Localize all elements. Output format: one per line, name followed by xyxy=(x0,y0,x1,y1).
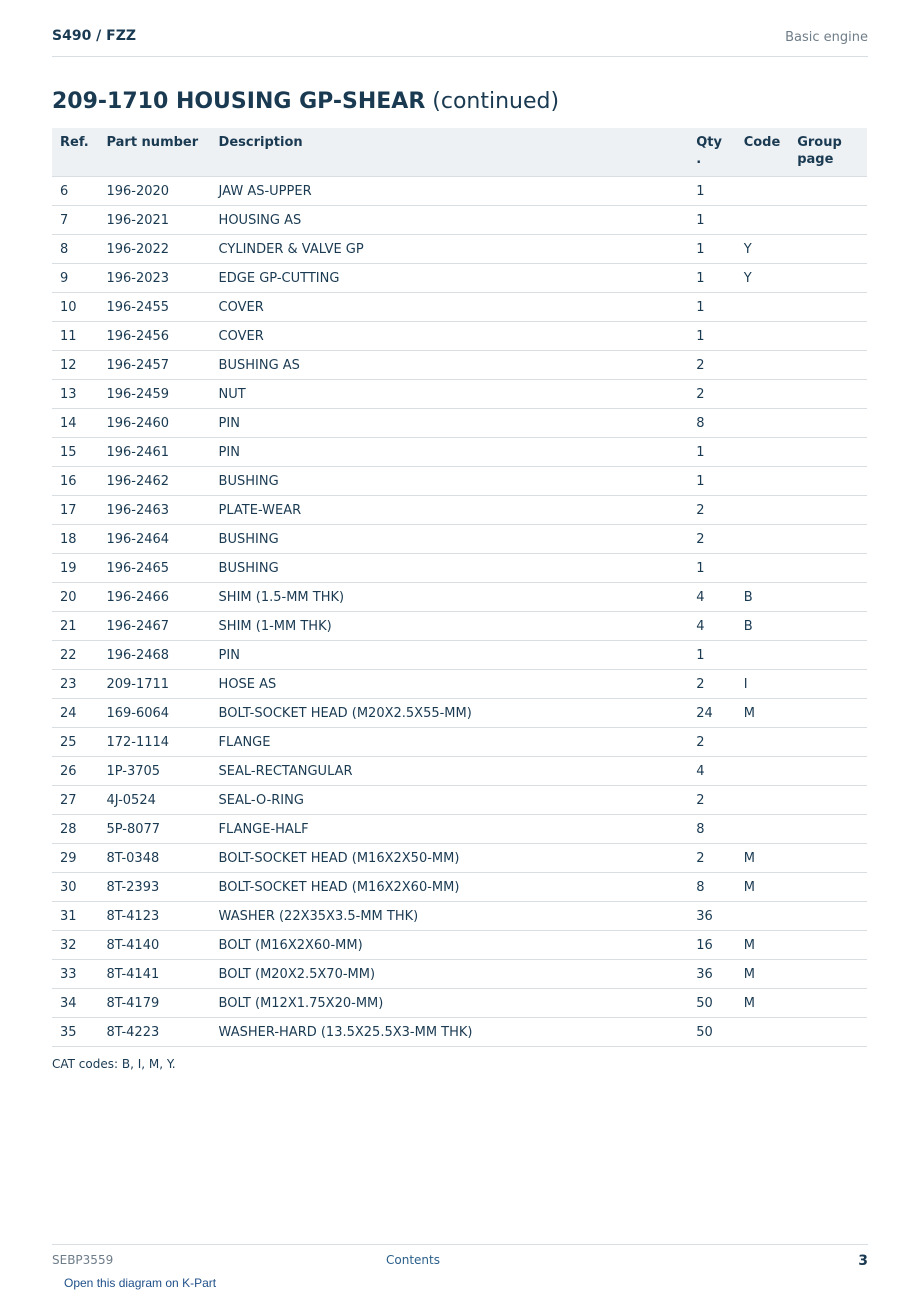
ref-cell: 19 xyxy=(52,554,98,583)
table-row xyxy=(52,728,867,757)
code-cell xyxy=(736,438,790,467)
table-row xyxy=(52,467,867,496)
code-cell: M xyxy=(736,960,790,989)
group-page-cell xyxy=(789,235,867,264)
group-page-cell xyxy=(789,902,867,931)
part-number-cell: 5P-8077 xyxy=(98,815,210,844)
description-cell: BOLT (M12X1.75X20-MM) xyxy=(211,989,689,1018)
code-cell xyxy=(736,206,790,235)
part-number-cell: 196-2464 xyxy=(98,525,210,554)
ref-cell: 16 xyxy=(52,467,98,496)
description-cell: COVER xyxy=(211,293,689,322)
table-row xyxy=(52,380,867,409)
description-cell: WASHER (22X35X3.5-MM THK) xyxy=(211,902,689,931)
qty-cell: 8 xyxy=(688,815,735,844)
table-row xyxy=(52,264,867,293)
code-cell xyxy=(736,525,790,554)
part-number-cell: 8T-4123 xyxy=(98,902,210,931)
description-cell: PIN xyxy=(211,641,689,670)
code-cell xyxy=(736,786,790,815)
code-cell xyxy=(736,177,790,206)
qty-cell: 1 xyxy=(688,293,735,322)
table-row xyxy=(52,786,867,815)
qty-cell: 4 xyxy=(688,612,735,641)
group-page-cell xyxy=(789,931,867,960)
description-cell: BUSHING xyxy=(211,554,689,583)
table-row xyxy=(52,322,867,351)
part-number-cell: 196-2463 xyxy=(98,496,210,525)
part-number-cell: 8T-4141 xyxy=(98,960,210,989)
code-cell: M xyxy=(736,844,790,873)
col-header-description: Description xyxy=(211,128,689,177)
part-number-cell: 196-2462 xyxy=(98,467,210,496)
table-row xyxy=(52,612,867,641)
ref-cell: 14 xyxy=(52,409,98,438)
group-page-cell xyxy=(789,612,867,641)
part-number-cell: 169-6064 xyxy=(98,699,210,728)
code-cell: M xyxy=(736,931,790,960)
description-cell: COVER xyxy=(211,322,689,351)
table-row xyxy=(52,235,867,264)
ref-cell: 31 xyxy=(52,902,98,931)
description-cell: SHIM (1.5-MM THK) xyxy=(211,583,689,612)
ref-cell: 22 xyxy=(52,641,98,670)
ref-cell: 28 xyxy=(52,815,98,844)
ref-cell: 20 xyxy=(52,583,98,612)
qty-cell: 4 xyxy=(688,757,735,786)
qty-cell: 1 xyxy=(688,467,735,496)
group-page-cell xyxy=(789,293,867,322)
qty-cell: 2 xyxy=(688,786,735,815)
description-cell: SEAL-O-RING xyxy=(211,786,689,815)
group-page-cell xyxy=(789,728,867,757)
col-header-ref: Ref. xyxy=(52,128,98,177)
table-row xyxy=(52,206,867,235)
group-page-cell xyxy=(789,496,867,525)
title-suffix: (continued) xyxy=(425,89,560,114)
code-cell: M xyxy=(736,989,790,1018)
group-page-cell xyxy=(789,380,867,409)
description-cell: PIN xyxy=(211,438,689,467)
code-cell xyxy=(736,351,790,380)
ref-cell: 24 xyxy=(52,699,98,728)
table-row xyxy=(52,438,867,467)
ref-cell: 21 xyxy=(52,612,98,641)
ref-cell: 6 xyxy=(52,177,98,206)
description-cell: BOLT-SOCKET HEAD (M16X2X50-MM) xyxy=(211,844,689,873)
contents-link[interactable]: Contents xyxy=(386,1253,440,1267)
table-row xyxy=(52,496,867,525)
group-page-cell xyxy=(789,554,867,583)
table-row xyxy=(52,583,867,612)
part-number-cell: 8T-0348 xyxy=(98,844,210,873)
part-number-cell: 4J-0524 xyxy=(98,786,210,815)
table-row xyxy=(52,525,867,554)
qty-cell: 8 xyxy=(688,409,735,438)
description-cell: BUSHING AS xyxy=(211,351,689,380)
part-number-cell: 8T-4223 xyxy=(98,1018,210,1047)
part-number-cell: 196-2467 xyxy=(98,612,210,641)
table-row xyxy=(52,960,867,989)
table-row xyxy=(52,1018,867,1047)
ref-cell: 17 xyxy=(52,496,98,525)
group-page-cell xyxy=(789,786,867,815)
qty-cell: 1 xyxy=(688,554,735,583)
header-row xyxy=(52,128,867,177)
part-number-cell: 8T-2393 xyxy=(98,873,210,902)
description-cell: FLANGE-HALF xyxy=(211,815,689,844)
qty-cell: 2 xyxy=(688,670,735,699)
description-cell: BOLT (M16X2X60-MM) xyxy=(211,931,689,960)
table-row xyxy=(52,844,867,873)
description-cell: PLATE-WEAR xyxy=(211,496,689,525)
ref-cell: 18 xyxy=(52,525,98,554)
part-number-cell: 196-2457 xyxy=(98,351,210,380)
table-row xyxy=(52,409,867,438)
ref-cell: 30 xyxy=(52,873,98,902)
code-cell: I xyxy=(736,670,790,699)
group-page-cell xyxy=(789,844,867,873)
description-cell: SEAL-RECTANGULAR xyxy=(211,757,689,786)
ref-cell: 9 xyxy=(52,264,98,293)
col-header-group-page: Group page xyxy=(789,128,867,177)
table-row xyxy=(52,699,867,728)
qty-cell: 1 xyxy=(688,177,735,206)
code-cell: M xyxy=(736,873,790,902)
table-row xyxy=(52,641,867,670)
qty-cell: 1 xyxy=(688,235,735,264)
qty-cell: 2 xyxy=(688,496,735,525)
col-header-part-number: Part number xyxy=(98,128,210,177)
group-page-cell xyxy=(789,467,867,496)
code-cell: Y xyxy=(736,235,790,264)
qty-cell: 36 xyxy=(688,960,735,989)
qty-cell: 2 xyxy=(688,380,735,409)
table-row xyxy=(52,757,867,786)
ref-cell: 7 xyxy=(52,206,98,235)
table-row xyxy=(52,351,867,380)
group-page-cell xyxy=(789,699,867,728)
part-number-cell: 172-1114 xyxy=(98,728,210,757)
qty-cell: 2 xyxy=(688,525,735,554)
kpart-diagram-link[interactable]: Open this diagram on K-Part xyxy=(64,1276,217,1290)
page-header xyxy=(52,28,868,57)
group-page-cell xyxy=(789,989,867,1018)
ref-cell: 26 xyxy=(52,757,98,786)
part-number-cell: 196-2020 xyxy=(98,177,210,206)
ref-cell: 35 xyxy=(52,1018,98,1047)
ref-cell: 8 xyxy=(52,235,98,264)
part-number-cell: 196-2465 xyxy=(98,554,210,583)
part-number-cell: 196-2468 xyxy=(98,641,210,670)
description-cell: SHIM (1-MM THK) xyxy=(211,612,689,641)
part-number-cell: 209-1711 xyxy=(98,670,210,699)
code-cell xyxy=(736,293,790,322)
qty-cell: 2 xyxy=(688,351,735,380)
group-page-cell xyxy=(789,583,867,612)
group-page-cell xyxy=(789,264,867,293)
part-number-cell: 196-2460 xyxy=(98,409,210,438)
qty-cell: 1 xyxy=(688,641,735,670)
group-page-cell xyxy=(789,438,867,467)
code-cell xyxy=(736,815,790,844)
group-title: 209-1710 HOUSING GP-SHEAR xyxy=(52,89,426,114)
description-cell: BUSHING xyxy=(211,467,689,496)
qty-cell: 1 xyxy=(688,264,735,293)
section-label: Basic engine xyxy=(785,30,868,45)
ref-cell: 15 xyxy=(52,438,98,467)
parts-table-body xyxy=(52,177,867,1047)
group-page-cell xyxy=(789,525,867,554)
description-cell: EDGE GP-CUTTING xyxy=(211,264,689,293)
ref-cell: 33 xyxy=(52,960,98,989)
qty-cell: 2 xyxy=(688,728,735,757)
code-cell xyxy=(736,757,790,786)
group-page-cell xyxy=(789,177,867,206)
code-cell xyxy=(736,409,790,438)
description-cell: CYLINDER & VALVE GP xyxy=(211,235,689,264)
description-cell: WASHER-HARD (13.5X25.5X3-MM THK) xyxy=(211,1018,689,1047)
ref-cell: 29 xyxy=(52,844,98,873)
table-row xyxy=(52,815,867,844)
code-cell xyxy=(736,554,790,583)
qty-cell: 1 xyxy=(688,206,735,235)
table-row xyxy=(52,873,867,902)
group-page-cell xyxy=(789,1018,867,1047)
col-header-code: Code xyxy=(736,128,790,177)
description-cell: PIN xyxy=(211,409,689,438)
part-number-cell: 196-2022 xyxy=(98,235,210,264)
code-cell: M xyxy=(736,699,790,728)
code-cell xyxy=(736,380,790,409)
qty-cell: 24 xyxy=(688,699,735,728)
description-cell: BOLT-SOCKET HEAD (M20X2.5X55-MM) xyxy=(211,699,689,728)
part-number-cell: 196-2455 xyxy=(98,293,210,322)
part-number-cell: 1P-3705 xyxy=(98,757,210,786)
code-cell: B xyxy=(736,612,790,641)
ref-cell: 32 xyxy=(52,931,98,960)
ref-cell: 25 xyxy=(52,728,98,757)
ref-cell: 11 xyxy=(52,322,98,351)
qty-cell: 50 xyxy=(688,1018,735,1047)
group-page-cell xyxy=(789,960,867,989)
ref-cell: 23 xyxy=(52,670,98,699)
qty-cell: 36 xyxy=(688,902,735,931)
description-cell: BOLT-SOCKET HEAD (M16X2X60-MM) xyxy=(211,873,689,902)
group-page-cell xyxy=(789,873,867,902)
qty-cell: 2 xyxy=(688,844,735,873)
qty-cell: 50 xyxy=(688,989,735,1018)
col-header-qty: Qty . xyxy=(688,128,735,177)
table-row xyxy=(52,989,867,1018)
description-cell: JAW AS-UPPER xyxy=(211,177,689,206)
group-page-cell xyxy=(789,670,867,699)
description-cell: NUT xyxy=(211,380,689,409)
part-number-cell: 196-2461 xyxy=(98,438,210,467)
ref-cell: 27 xyxy=(52,786,98,815)
parts-table-header xyxy=(52,128,867,177)
cat-codes-note: CAT codes: B, I, M, Y. xyxy=(52,1057,176,1071)
part-number-cell: 196-2456 xyxy=(98,322,210,351)
code-cell xyxy=(736,496,790,525)
description-cell: HOSE AS xyxy=(211,670,689,699)
parts-table xyxy=(52,128,867,1047)
group-page-cell xyxy=(789,409,867,438)
page-number: 3 xyxy=(858,1253,868,1269)
group-page-cell xyxy=(789,815,867,844)
document-id: SEBP3559 xyxy=(52,1253,114,1267)
table-row xyxy=(52,177,867,206)
part-number-cell: 8T-4140 xyxy=(98,931,210,960)
part-number-cell: 196-2023 xyxy=(98,264,210,293)
code-cell xyxy=(736,728,790,757)
group-page-cell xyxy=(789,206,867,235)
qty-cell: 1 xyxy=(688,322,735,351)
qty-cell: 1 xyxy=(688,438,735,467)
ref-cell: 13 xyxy=(52,380,98,409)
ref-cell: 12 xyxy=(52,351,98,380)
description-cell: FLANGE xyxy=(211,728,689,757)
code-cell xyxy=(736,322,790,351)
model-label: S490 / FZZ xyxy=(52,28,137,44)
description-cell: BOLT (M20X2.5X70-MM) xyxy=(211,960,689,989)
description-cell: HOUSING AS xyxy=(211,206,689,235)
table-row xyxy=(52,931,867,960)
group-page-cell xyxy=(789,351,867,380)
code-cell xyxy=(736,1018,790,1047)
table-row xyxy=(52,554,867,583)
part-number-cell: 196-2021 xyxy=(98,206,210,235)
table-row xyxy=(52,902,867,931)
ref-cell: 34 xyxy=(52,989,98,1018)
qty-cell: 4 xyxy=(688,583,735,612)
code-cell xyxy=(736,902,790,931)
description-cell: BUSHING xyxy=(211,525,689,554)
page-footer xyxy=(52,1244,868,1271)
ref-cell: 10 xyxy=(52,293,98,322)
group-page-cell xyxy=(789,322,867,351)
code-cell: Y xyxy=(736,264,790,293)
part-number-cell: 196-2459 xyxy=(98,380,210,409)
part-number-cell: 196-2466 xyxy=(98,583,210,612)
page-title xyxy=(52,89,559,114)
group-page-cell xyxy=(789,641,867,670)
qty-cell: 8 xyxy=(688,873,735,902)
table-row xyxy=(52,293,867,322)
code-cell xyxy=(736,641,790,670)
table-row xyxy=(52,670,867,699)
group-page-cell xyxy=(789,757,867,786)
code-cell xyxy=(736,467,790,496)
code-cell: B xyxy=(736,583,790,612)
qty-cell: 16 xyxy=(688,931,735,960)
part-number-cell: 8T-4179 xyxy=(98,989,210,1018)
